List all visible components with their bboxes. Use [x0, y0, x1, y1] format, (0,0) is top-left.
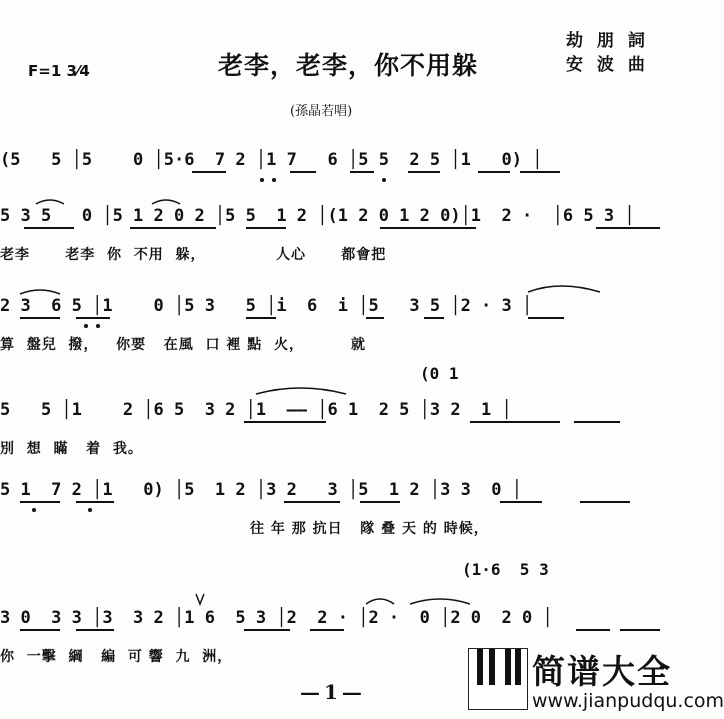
composer-credit: 安 波 曲 — [566, 55, 649, 75]
lyricist-credit: 劫 朋 詞 — [566, 31, 649, 51]
song-title: 老李，老李，你不用躲 — [218, 51, 479, 80]
page-number: —1— — [300, 680, 366, 704]
piano-keys-icon — [468, 648, 528, 710]
notation-line: 5 3 5 0 │5 1 2 0 2 │5 5 1 2 │(1 2 0 1 2 0)│1 2 · │6 5 3 │ — [0, 206, 635, 226]
score-marks — [0, 150, 690, 190]
score-marks — [0, 400, 690, 440]
lyric-line-6 — [0, 646, 460, 686]
key-signature: F=1 3⁄4 — [28, 62, 90, 80]
lyric-line-4 — [0, 438, 690, 478]
lyrics: 往 年 那 抗日 隊 叠 天 的 時候， — [250, 521, 489, 537]
score-system-3 — [0, 296, 690, 336]
score-marks — [0, 206, 690, 246]
lyric-line-5 — [250, 518, 690, 558]
cue-notes: (0 1 — [420, 364, 459, 383]
notation-line: 5 1 7 2 │1 0) │5 1 2 │3 2 3 │5 1 2 │3 3 0 │ — [0, 480, 522, 500]
score-system-6 — [0, 608, 690, 648]
watermark-url: www.jianpudqu.com — [532, 690, 724, 712]
score-system-4 — [0, 400, 690, 440]
notation-line: 3 0 3 3 │3 3 2 │1 6 5 3 │2 2 · │2 · 0 │2 0 2 0 │ — [0, 608, 553, 628]
score-system-2 — [0, 206, 690, 246]
score-marks — [0, 296, 690, 336]
lyrics: 算 盤兒 撥， 你要 在風 口 裡 點 火， 就 — [0, 337, 366, 353]
score-marks — [0, 608, 690, 648]
cue-notes: (1·6 5 3 — [462, 560, 549, 579]
watermark-name: 简谱大全 — [532, 652, 672, 691]
notation-line: 5 5 │1 2 │6 5 3 2 │1 —— │6 1 2 5 │3 2 1 │ — [0, 400, 512, 420]
notation-line: (5 5 │5 0 │5·6 7 2 │1 7 6 │5 5 2 5 │1 0) │ — [0, 150, 543, 170]
lyrics: 你 一擊 綱 編 可 響 九 洲， — [0, 649, 233, 665]
score-system-1 — [0, 150, 690, 190]
lyric-line-2 — [0, 244, 690, 284]
watermark-logo — [468, 644, 724, 719]
performer-note: (孫晶若唱) — [290, 104, 353, 119]
score-system-5 — [0, 480, 690, 520]
notation-line: 2 3 6 5 │1 0 │5 3 5 │i 6 i │5 3 5 │2 · 3 │ — [0, 296, 533, 316]
score-marks — [0, 480, 690, 520]
lyrics: 老李 老李 你 不用 躲， 人心 都會把 — [0, 247, 387, 263]
lyrics: 別 想 瞞 着 我。 — [0, 441, 143, 457]
lyric-line-3 — [0, 334, 690, 374]
